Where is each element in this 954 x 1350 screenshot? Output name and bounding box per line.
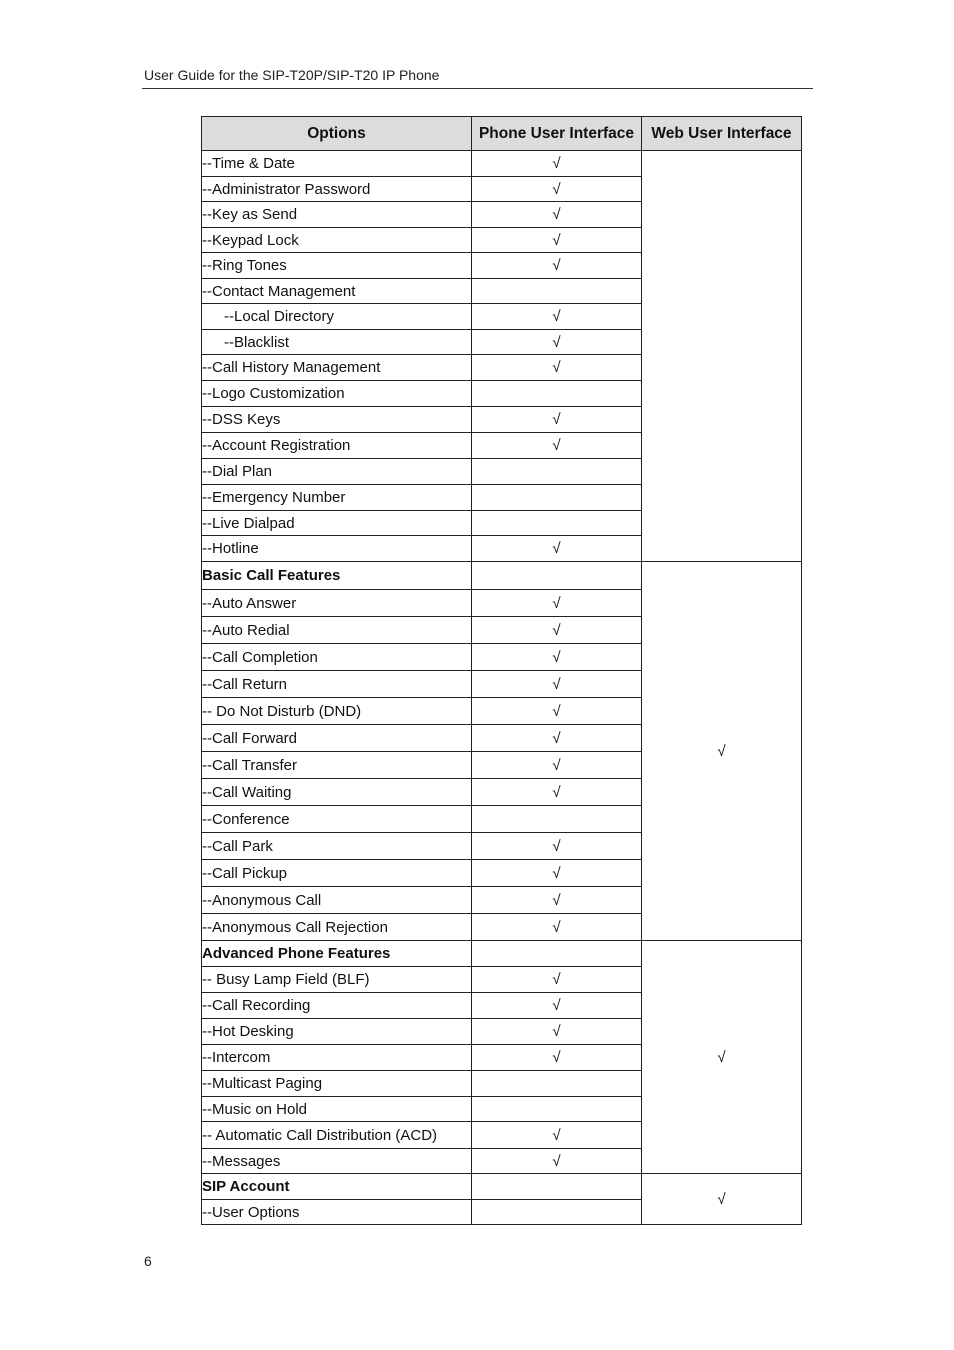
- option-cell: --Ring Tones: [202, 253, 472, 279]
- phone-ui-cell: √: [472, 228, 642, 253]
- table-body: [202, 151, 802, 1225]
- phone-ui-cell: √: [472, 536, 642, 562]
- web-ui-cell: [642, 151, 802, 562]
- section-heading-cell: SIP Account: [202, 1174, 472, 1200]
- option-cell: --Music on Hold: [202, 1097, 472, 1122]
- column-header-phone-ui: Phone User Interface: [472, 117, 642, 151]
- phone-ui-cell: [472, 511, 642, 536]
- option-cell: --Auto Redial: [202, 617, 472, 644]
- phone-ui-cell: [472, 381, 642, 407]
- features-table: [201, 116, 802, 1225]
- phone-ui-cell: √: [472, 1122, 642, 1149]
- option-cell: --Call Pickup: [202, 860, 472, 887]
- option-cell: --Conference: [202, 806, 472, 833]
- phone-ui-cell: [472, 1200, 642, 1225]
- column-header-web-ui: Web User Interface: [642, 117, 802, 151]
- phone-ui-cell: √: [472, 617, 642, 644]
- option-cell: --Local Directory: [202, 304, 472, 330]
- web-ui-cell: √: [642, 562, 802, 941]
- phone-ui-cell: √: [472, 967, 642, 993]
- phone-ui-cell: [472, 485, 642, 511]
- phone-ui-cell: √: [472, 433, 642, 459]
- phone-ui-cell: √: [472, 698, 642, 725]
- option-cell: --Administrator Password: [202, 177, 472, 202]
- table-row: [202, 151, 802, 177]
- option-cell: --Intercom: [202, 1045, 472, 1071]
- phone-ui-cell: √: [472, 833, 642, 860]
- section-heading-cell: Advanced Phone Features: [202, 941, 472, 967]
- option-cell: --Call Recording: [202, 993, 472, 1019]
- header-divider: [142, 88, 813, 89]
- option-cell: --Emergency Number: [202, 485, 472, 511]
- table-row: [202, 1174, 802, 1200]
- phone-ui-cell: √: [472, 671, 642, 698]
- option-cell: --Call Completion: [202, 644, 472, 671]
- phone-ui-cell: [472, 279, 642, 304]
- option-cell: --Time & Date: [202, 151, 472, 177]
- option-cell: --Call Forward: [202, 725, 472, 752]
- table-row: [202, 562, 802, 590]
- phone-ui-cell: √: [472, 860, 642, 887]
- option-cell: --Logo Customization: [202, 381, 472, 407]
- option-cell: -- Automatic Call Distribution (ACD): [202, 1122, 472, 1149]
- column-header-options: Options: [202, 117, 472, 151]
- page-number: 6: [144, 1253, 152, 1269]
- phone-ui-cell: √: [472, 1149, 642, 1174]
- option-cell: --Key as Send: [202, 202, 472, 228]
- phone-ui-cell: √: [472, 151, 642, 177]
- phone-ui-cell: [472, 459, 642, 485]
- option-cell: --Hot Desking: [202, 1019, 472, 1045]
- phone-ui-cell: √: [472, 993, 642, 1019]
- option-cell: --Dial Plan: [202, 459, 472, 485]
- phone-ui-cell: √: [472, 355, 642, 381]
- option-cell: --Contact Management: [202, 279, 472, 304]
- phone-ui-cell: √: [472, 779, 642, 806]
- section-heading-cell: Basic Call Features: [202, 562, 472, 590]
- phone-ui-cell: √: [472, 304, 642, 330]
- option-cell: --Call Return: [202, 671, 472, 698]
- option-cell: --Call Park: [202, 833, 472, 860]
- phone-ui-cell: √: [472, 644, 642, 671]
- option-cell: --Multicast Paging: [202, 1071, 472, 1097]
- option-cell: --Blacklist: [202, 330, 472, 355]
- option-cell: --Live Dialpad: [202, 511, 472, 536]
- phone-ui-cell: [472, 806, 642, 833]
- option-cell: -- Do Not Disturb (DND): [202, 698, 472, 725]
- option-cell: --Messages: [202, 1149, 472, 1174]
- phone-ui-cell: √: [472, 725, 642, 752]
- phone-ui-cell: √: [472, 407, 642, 433]
- phone-ui-cell: √: [472, 330, 642, 355]
- option-cell: --Call History Management: [202, 355, 472, 381]
- phone-ui-cell: [472, 1174, 642, 1200]
- option-cell: --Account Registration: [202, 433, 472, 459]
- phone-ui-cell: √: [472, 590, 642, 617]
- phone-ui-cell: √: [472, 177, 642, 202]
- table-header-row: [202, 117, 802, 151]
- phone-ui-cell: √: [472, 202, 642, 228]
- option-cell: -- Busy Lamp Field (BLF): [202, 967, 472, 993]
- phone-ui-cell: √: [472, 1045, 642, 1071]
- option-cell: --DSS Keys: [202, 407, 472, 433]
- option-cell: --User Options: [202, 1200, 472, 1225]
- phone-ui-cell: √: [472, 1019, 642, 1045]
- phone-ui-cell: [472, 1097, 642, 1122]
- option-cell: --Anonymous Call Rejection: [202, 914, 472, 941]
- option-cell: --Auto Answer: [202, 590, 472, 617]
- phone-ui-cell: [472, 941, 642, 967]
- web-ui-cell: √: [642, 1174, 802, 1225]
- phone-ui-cell: √: [472, 887, 642, 914]
- table-row: [202, 941, 802, 967]
- page-header-title: User Guide for the SIP-T20P/SIP-T20 IP Phone: [144, 67, 440, 83]
- phone-ui-cell: [472, 1071, 642, 1097]
- web-ui-cell: √: [642, 941, 802, 1174]
- option-cell: --Anonymous Call: [202, 887, 472, 914]
- phone-ui-cell: [472, 562, 642, 590]
- phone-ui-cell: √: [472, 914, 642, 941]
- phone-ui-cell: √: [472, 253, 642, 279]
- option-cell: --Call Transfer: [202, 752, 472, 779]
- option-cell: --Call Waiting: [202, 779, 472, 806]
- phone-ui-cell: √: [472, 752, 642, 779]
- option-cell: --Keypad Lock: [202, 228, 472, 253]
- option-cell: --Hotline: [202, 536, 472, 562]
